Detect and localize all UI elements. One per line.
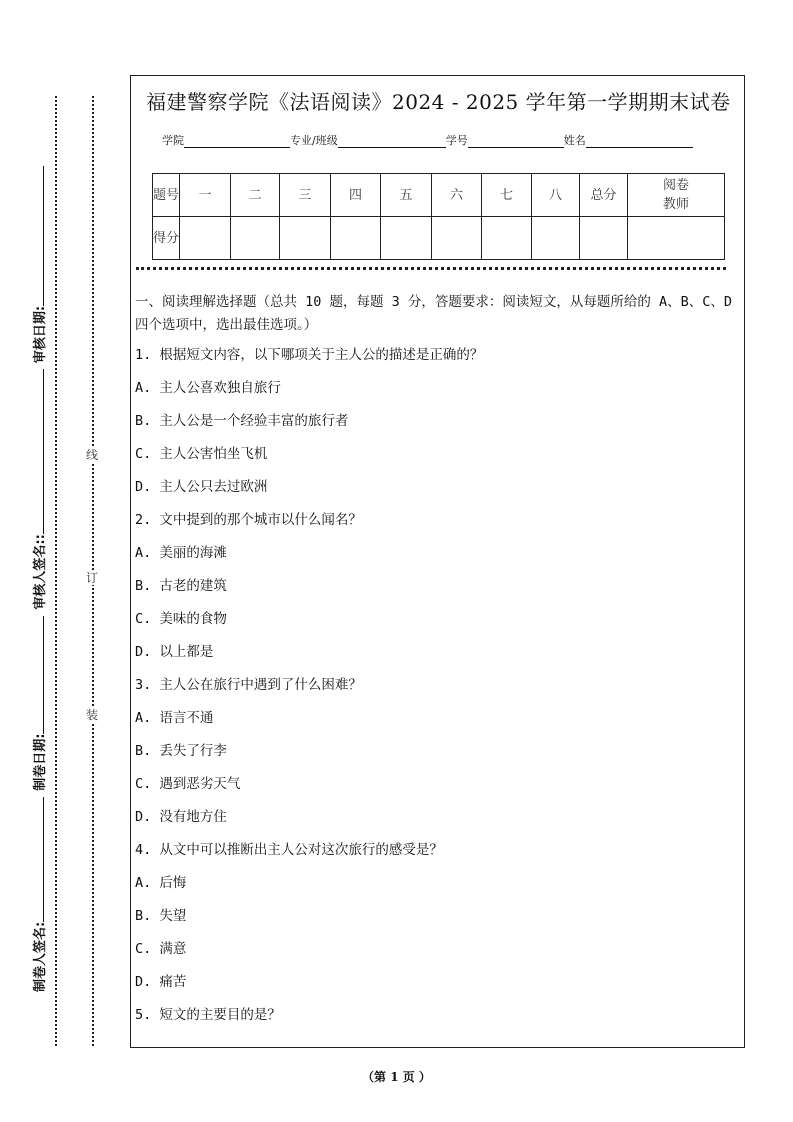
major-class-field[interactable]	[338, 135, 446, 148]
score-table	[152, 173, 725, 260]
student-id-field[interactable]	[468, 135, 564, 148]
cell-q1: 一	[180, 174, 231, 217]
question-section	[135, 291, 745, 1038]
cell-total: 总分	[580, 174, 628, 217]
cell-score-label: 得分	[153, 217, 180, 260]
score-q3[interactable]	[280, 217, 331, 260]
page-number: （第 1 页 ）	[362, 1070, 431, 1084]
dotted-separator	[136, 267, 726, 270]
cell-q8: 八	[532, 174, 580, 217]
score-q2[interactable]	[231, 217, 280, 260]
binding-char-zhuang: 装	[86, 708, 99, 722]
answer-option[interactable]: B. 主人公是一个经验丰富的旅行者	[135, 413, 349, 429]
score-q8[interactable]	[532, 217, 580, 260]
answer-option[interactable]: A. 主人公喜欢独自旅行	[135, 380, 281, 396]
exam-title: 福建警察学院《法语阅读》2024 - 2025 学年第一学期期末试卷	[146, 90, 731, 114]
major-class-label: 专业/班级	[290, 134, 338, 147]
answer-option[interactable]: C. 主人公害怕坐飞机	[135, 446, 268, 462]
cell-q7: 七	[482, 174, 532, 217]
question-stem: 3. 主人公在旅行中遇到了什么困难？	[135, 677, 362, 693]
reviewer-signature-label: 审核人签名::	[33, 534, 48, 610]
name-field[interactable]	[586, 135, 693, 148]
question-stem: 1. 根据短文内容，以下哪项关于主人公的描述是正确的？	[135, 347, 484, 363]
score-q1[interactable]	[180, 217, 231, 260]
answer-option[interactable]: C. 美味的食物	[135, 611, 227, 627]
score-q4[interactable]	[331, 217, 381, 260]
cell-q6: 六	[432, 174, 482, 217]
score-total[interactable]	[580, 217, 628, 260]
cell-question-no: 题号	[153, 174, 180, 217]
answer-option[interactable]: B. 古老的建筑	[135, 578, 227, 594]
section-instructions: 一、阅读理解选择题（总共 10 题，每题 3 分，答题要求：阅读短文，从每题所给的 A、B、C、D 四个选项中，选出最佳选项。）	[135, 294, 733, 333]
answer-option[interactable]: B. 丢失了行李	[135, 743, 227, 759]
binding-char-xian: 线	[86, 448, 99, 462]
answer-option[interactable]: A. 语言不通	[135, 710, 214, 726]
maker-signature-line[interactable]	[42, 797, 44, 922]
answer-option[interactable]: A. 后悔	[135, 875, 187, 891]
answer-option[interactable]: D. 主人公只去过欧洲	[135, 479, 268, 495]
cut-line-outer	[55, 96, 57, 1046]
maker-date-label: 制卷日期:	[33, 733, 48, 791]
review-date-label: 审核日期:	[33, 305, 48, 364]
maker-signature-label: 制卷人签名:	[33, 921, 48, 992]
cell-q2: 二	[231, 174, 280, 217]
answer-option[interactable]: D. 没有地方住	[135, 809, 227, 825]
answer-option[interactable]: B. 失望	[135, 908, 187, 924]
answer-option[interactable]: C. 遇到恶劣天气	[135, 776, 241, 792]
question-stem: 4. 从文中可以推断出主人公对这次旅行的感受是？	[135, 842, 443, 858]
student-id-label: 学号	[445, 134, 468, 147]
college-field[interactable]	[184, 135, 290, 148]
binding-char-ding: 订	[86, 571, 99, 585]
answer-option[interactable]: D. 痛苦	[135, 974, 187, 990]
maker-date-line[interactable]	[42, 616, 44, 734]
margin-signature-fields	[28, 120, 48, 1020]
review-date-line[interactable]	[42, 166, 44, 306]
cell-q4: 四	[331, 174, 381, 217]
question-stem: 2. 文中提到的那个城市以什么闻名？	[135, 512, 362, 528]
score-q5[interactable]	[381, 217, 432, 260]
name-label: 姓名	[563, 134, 586, 147]
answer-option[interactable]: C. 满意	[135, 941, 187, 957]
cell-q5: 五	[381, 174, 432, 217]
student-info-row	[162, 132, 693, 148]
question-stem: 5. 短文的主要目的是？	[135, 1007, 281, 1023]
reviewer-signature-line[interactable]	[42, 369, 44, 534]
score-value-row	[153, 217, 725, 260]
cell-q3: 三	[280, 174, 331, 217]
answer-option[interactable]: A. 美丽的海滩	[135, 545, 227, 561]
score-header-row	[153, 174, 725, 217]
score-q7[interactable]	[482, 217, 532, 260]
score-q6[interactable]	[432, 217, 482, 260]
college-label: 学院	[162, 134, 184, 147]
answer-option[interactable]: D. 以上都是	[135, 644, 214, 660]
cell-grader: 阅卷教师	[628, 174, 725, 217]
score-grader[interactable]	[628, 217, 725, 260]
